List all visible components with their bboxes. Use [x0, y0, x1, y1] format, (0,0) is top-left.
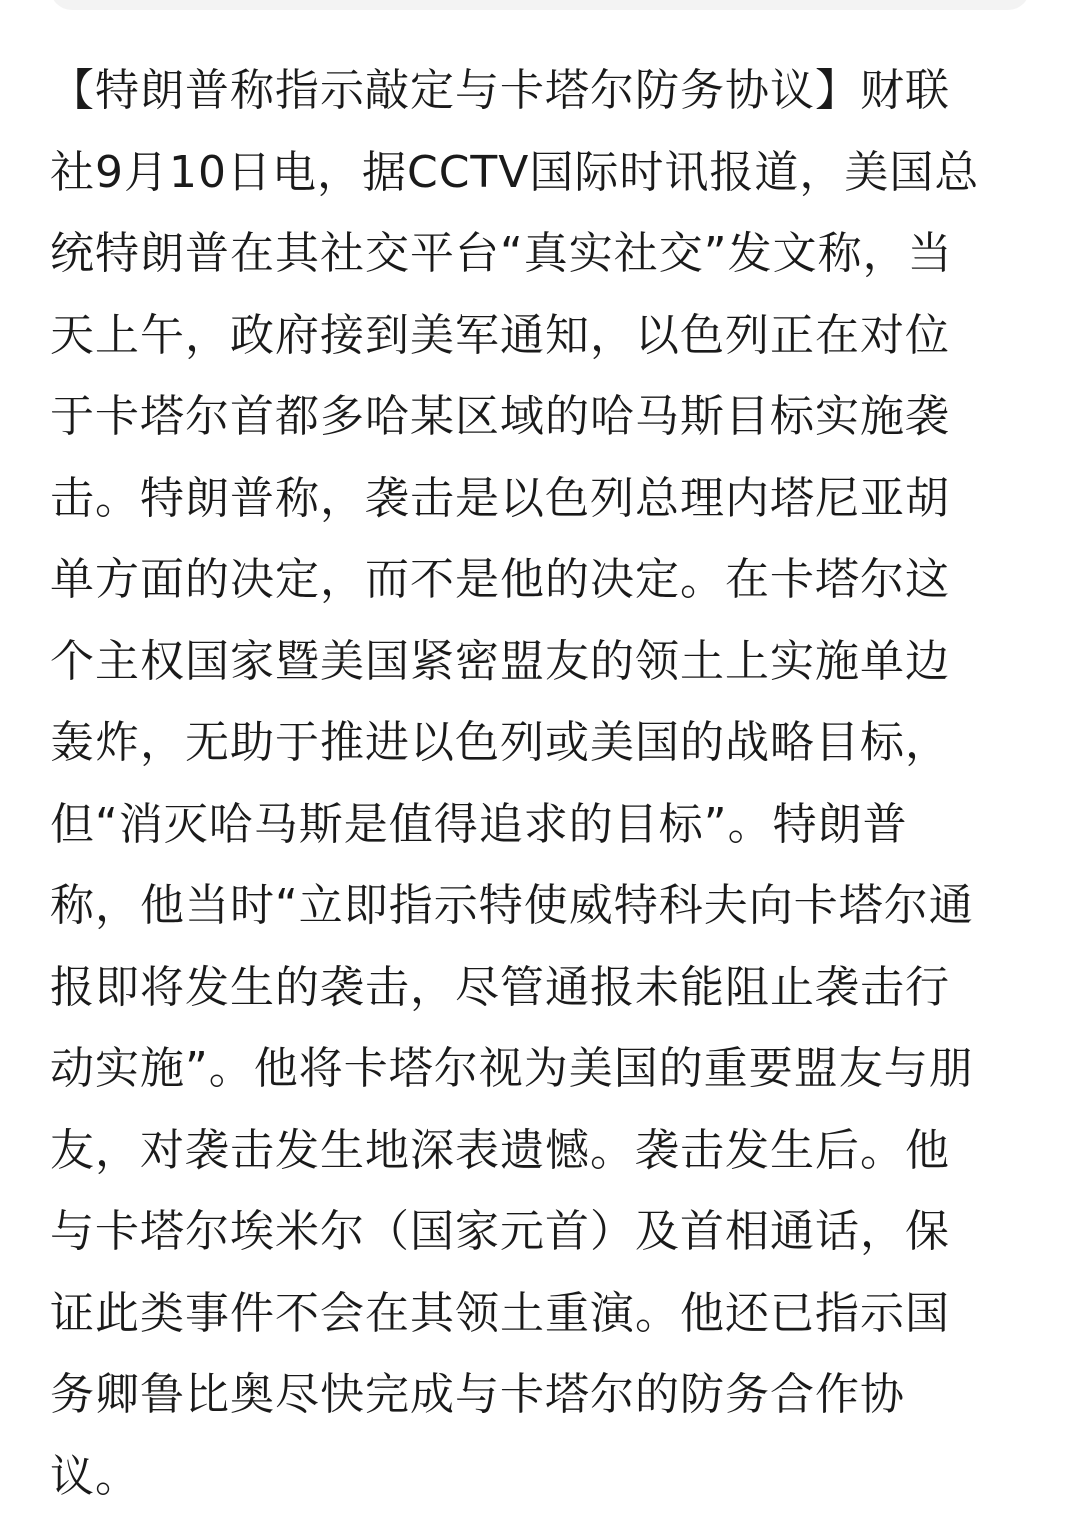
article-line: 报即将发生的袭击，尽管通报未能阻止袭击行 — [50, 961, 950, 1013]
news-article-body — [50, 50, 1040, 1517]
article-line: 单方面的决定，而不是他的决定。在卡塔尔这 — [50, 554, 950, 605]
article-line: 但“消灭哈马斯是值得追求的目标”。特朗普 — [50, 798, 908, 850]
article-line: 击。特朗普称，袭击是以色列总理内塔尼亚胡 — [50, 472, 950, 524]
article-line: 动实施”。他将卡塔尔视为美国的重要盟友与朋 — [50, 1043, 974, 1094]
article-line: 务卿鲁比奥尽快完成与卡塔尔的防务合作协 — [50, 1369, 905, 1420]
article-line: 称，他当时“立即指示特使威特科夫向卡塔尔通 — [50, 880, 974, 931]
article-line: 与卡塔尔埃米尔（国家元首）及首相通话，保 — [50, 1206, 950, 1257]
article-line: 天上午，政府接到美军通知，以色列正在对位 — [50, 309, 950, 361]
article-line: 于卡塔尔首都多哈某区域的哈马斯目标实施袭 — [50, 391, 950, 442]
article-line: 【特朗普称指示敲定与卡塔尔防务协议】财联 — [50, 65, 950, 116]
article-line: 友，对袭击发生地深表遗憾。袭击发生后。他 — [50, 1124, 950, 1176]
article-line: 轰炸，无助于推进以色列或美国的战略目标， — [50, 717, 950, 768]
article-line: 议。 — [50, 1450, 140, 1502]
article-line: 证此类事件不会在其领土重演。他还已指示国 — [50, 1287, 950, 1339]
article-line: 个主权国家暨美国紧密盟友的领土上实施单边 — [50, 635, 950, 687]
article-line: 社9月10日电，据CCTV国际时讯报道，美国总 — [50, 146, 980, 198]
previous-card-edge — [50, 0, 1030, 10]
article-line: 统特朗普在其社交平台“真实社交”发文称，当 — [50, 228, 953, 279]
